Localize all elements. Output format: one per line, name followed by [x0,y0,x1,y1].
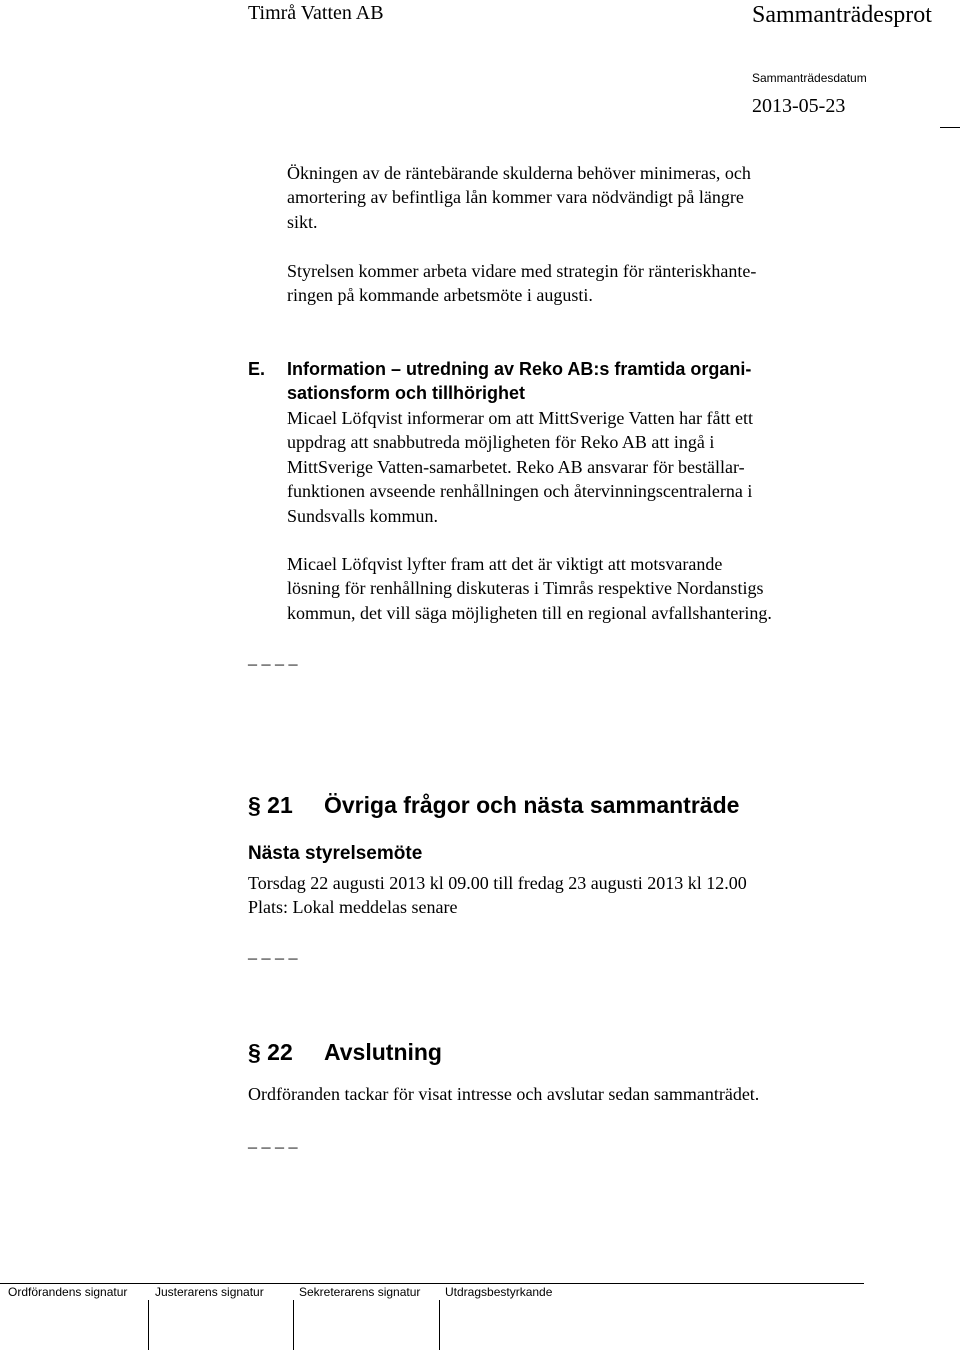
paragraph-regional-waste [287,552,887,625]
paragraph-reko-info [287,406,887,528]
text-line: Ökningen av de räntebärande skulderna behöver minimeras, och [287,163,751,183]
text-line: ringen på kommande arbetsmöte i augusti. [287,285,593,306]
text-line: Plats: Lokal meddelas senare [248,897,458,918]
text-line: sikt. [287,211,318,232]
section-e-letter: E. [248,359,266,379]
footer-rule [0,1283,864,1284]
closing-paragraph [248,1082,908,1106]
separator: _ _ _ _ [248,647,298,667]
text-line: MittSverige Vatten-samarbetet. Reko AB ansvarar för beställar- [287,456,745,477]
text-line: Sundsvalls kommun. [287,505,439,526]
text-line: uppdrag att snabbutreda möjligheten för Reko AB att ingå i [287,432,715,453]
company-name: Timrå Vatten AB [248,2,384,24]
section-22-heading [248,1039,442,1066]
signature-divider [148,1300,149,1350]
text-line: Styrelsen kommer arbeta vidare med strategin för ränteriskhante- [287,261,757,281]
document-title: Sammanträdesprot [752,2,932,28]
chair-signature-label: Ordförandens signatur [8,1285,128,1299]
header-rule [940,127,960,128]
next-meeting-heading: Nästa styrelsemöte [248,843,423,864]
next-meeting-details [248,871,908,920]
secretary-signature-label: Sekreterarens signatur [299,1285,421,1299]
separator: _ _ _ _ [248,941,298,961]
text-line: Torsdag 22 augusti 2013 kl 09.00 till fredag 23 augusti 2013 kl 12.00 [248,873,747,893]
section-number: § 22 [248,1039,293,1065]
text-line: funktionen avseende renhållningen och återvinningscentralerna i [287,481,753,502]
signature-divider [439,1300,440,1350]
meeting-date-label: Sammanträdesdatum [752,71,867,85]
section-title: Avslutning [324,1039,442,1065]
signature-divider [293,1300,294,1350]
heading-line: sationsform och tillhörighet [287,383,526,404]
adjuster-signature-label: Justerarens signatur [155,1285,264,1299]
text-line: Micael Löfqvist lyfter fram att det är viktigt att motsvarande [287,554,723,574]
paragraph-board-strategy [287,259,887,308]
extract-certification-label: Utdragsbestyrkande [445,1285,553,1299]
separator: _ _ _ _ [248,1130,298,1150]
heading-line: Information – utredning av Reko AB:s framtida organi- [287,359,752,379]
section-title: Övriga frågor och nästa sammanträde [324,792,740,818]
text-line: lösning för renhållning diskuteras i Timrås respektive Nordanstigs [287,578,764,599]
meeting-date-value: 2013-05-23 [752,95,846,117]
text-line: kommun, det vill säga möjligheten till en regional avfallshantering. [287,602,772,623]
paragraph-debt [287,161,887,234]
text-line: Micael Löfqvist informerar om att MittSverige Vatten har fått ett [287,408,754,428]
section-21-heading [248,792,739,819]
section-e-heading [287,357,751,406]
text-line: amortering av befintliga lån kommer vara nödvändigt på längre [287,187,744,208]
section-number: § 21 [248,792,293,818]
text-line: Ordföranden tackar för visat intresse och avslutar sedan sammanträdet. [248,1084,760,1104]
